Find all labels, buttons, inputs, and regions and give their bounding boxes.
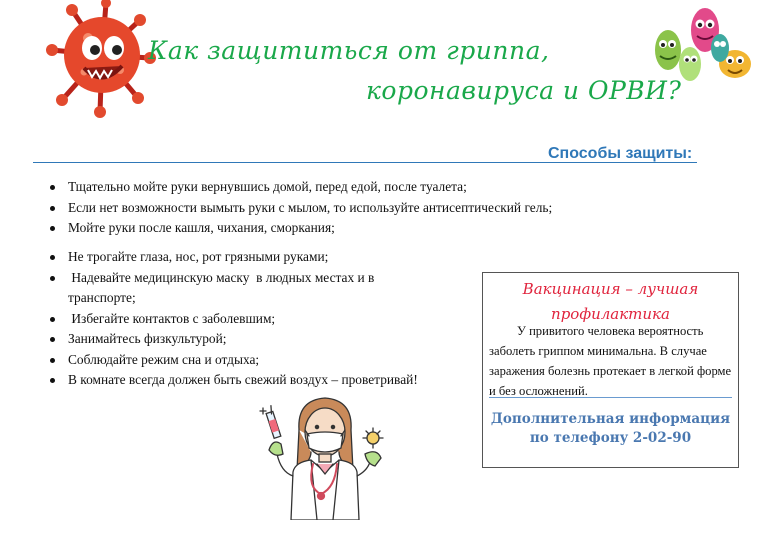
vaccination-text: У привитого человека вероятность заболеть гриппом минимальна. В случае заражения болезнь протекает в легкой форме и без осложнений. — [489, 324, 732, 398]
title-line-1: Как защититься от гриппа, — [148, 36, 550, 65]
list-item: Соблюдайте режим сна и отдыха; — [50, 350, 470, 371]
list-item: В комнате всегда должен быть свежий воздух – проветривай! — [50, 370, 470, 391]
vaccination-title: Вакцинация – лучшая профилактика — [522, 280, 699, 323]
list-item: Тщательно мойте руки вернувшись домой, перед едой, после туалета; — [50, 177, 650, 198]
tips-list-2 — [50, 247, 470, 391]
bullet-icon — [50, 317, 55, 322]
list-item: Надевайте медицинскую маску в людных местах и в транспорте; — [50, 268, 398, 309]
bullet-icon — [50, 255, 55, 260]
title-line-2: коронавируса и ОРВИ? — [366, 76, 682, 105]
box-divider — [489, 397, 732, 398]
bullet-icon — [50, 276, 55, 281]
bullet-icon — [50, 226, 55, 231]
section-subtitle: Способы защиты: — [548, 145, 693, 162]
vaccination-info-box — [482, 272, 739, 468]
bullet-icon — [50, 185, 55, 190]
bullet-icon — [50, 378, 55, 383]
list-item: Не трогайте глаза, нос, рот грязными руками; — [50, 247, 470, 268]
tips-list-1 — [50, 177, 650, 239]
bullet-icon — [50, 337, 55, 342]
doctor-with-syringe-icon — [255, 392, 395, 520]
list-item: Если нет возможности вымыть руки с мылом, то используйте антисептический гель; — [50, 198, 650, 219]
list-item: Мойте руки после кашля, чихания, сморкания; — [50, 218, 650, 239]
list-item: Избегайте контактов с заболевшим; — [50, 309, 470, 330]
header-divider — [33, 162, 697, 163]
list-item: Занимайтесь физкультурой; — [50, 329, 470, 350]
bullet-icon — [50, 358, 55, 363]
phone-info: Дополнительная информация по телефону 2-02-90 — [490, 411, 731, 446]
bullet-icon — [50, 206, 55, 211]
red-virus-mascot-icon — [40, 0, 158, 118]
